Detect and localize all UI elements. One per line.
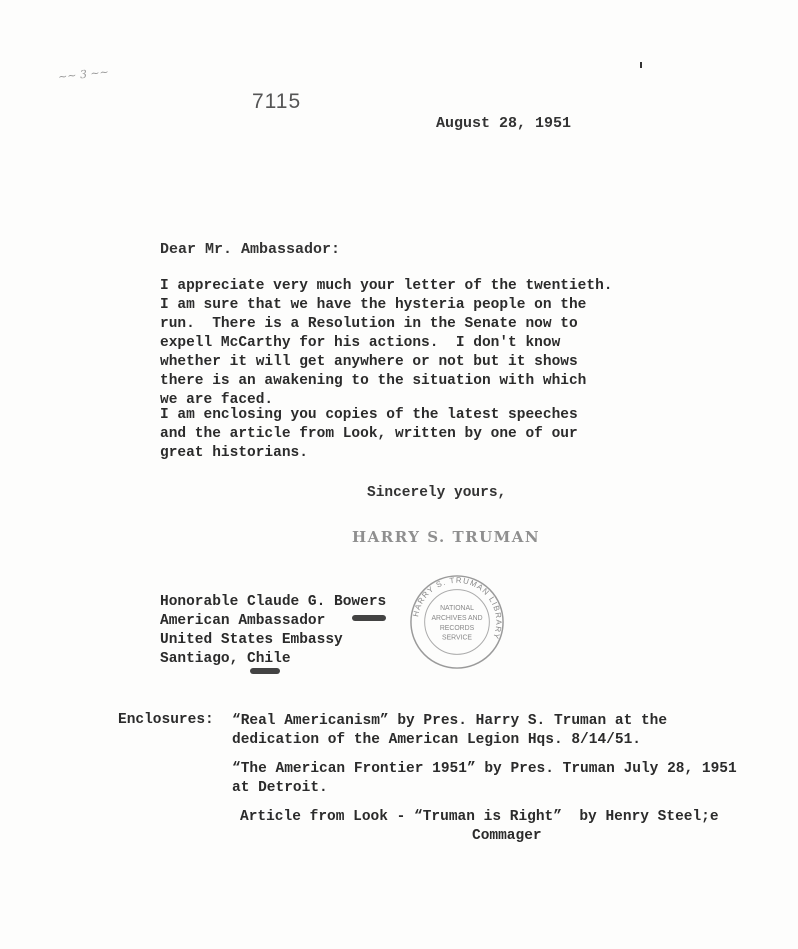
body-paragraph-1 [160,277,613,410]
text-line: I appreciate very much your letter of the twentieth. [160,278,613,294]
salutation: Dear Mr. Ambassador: [160,241,341,258]
enclosure-item [232,712,667,750]
stamp-line: SERVICE [442,634,472,642]
closing: Sincerely yours, [367,485,507,501]
enclosure-line: “The American Frontier 1951” by Pres. Truman July 28, 1951 [232,761,737,777]
text-line: I am sure that we have the hysteria people on the [160,297,587,313]
text-line: whether it will get anywhere or not but it shows [160,354,578,370]
document-number: 7115 [252,90,302,113]
enclosure-line: at Detroit. [232,780,328,796]
addressee-line: Santiago, Chile [160,651,291,667]
stamp-line: RECORDS [439,624,475,632]
text-line: I am enclosing you copies of the latest speeches [160,407,578,423]
addressee-line: American Ambassador [160,613,326,629]
body-paragraph-2 [160,406,600,463]
stamp-line: ARCHIVES AND [431,615,483,623]
addressee-line: Honorable Claude G. Bowers [160,594,387,610]
enclosure-item [240,808,719,846]
ink-mark [640,62,642,68]
addressee-block [160,593,386,669]
text-line: there is an awakening to the situation with which [160,373,587,389]
ink-smudge [250,668,280,674]
enclosure-line: “Real Americanism” by Pres. Harry S. Truman at the [232,713,668,729]
handwritten-note: ~~ 3 ~~ [57,65,110,84]
enclosure-line: Article from Look - “Truman is Right” by Henry Steel;e [240,809,719,825]
stamp-outer-text: HARRY S. TRUMAN LIBRARY [411,575,504,641]
enclosures-label: Enclosures: [118,712,214,728]
letter-date: August 28, 1951 [436,115,572,132]
archive-stamp [408,573,506,671]
stamp-line: NATIONAL [440,605,474,613]
ink-smudge [352,615,386,621]
text-line: expell McCarthy for his actions. I don't know [160,335,561,351]
text-line: great historians. [160,445,308,461]
text-line: run. There is a Resolution in the Senate now to [160,316,578,332]
enclosure-line: Commager [472,828,542,844]
enclosure-item [232,760,737,798]
signature-block: HARRY S. TRUMAN [352,528,541,546]
addressee-line: United States Embassy [160,632,343,648]
enclosure-line: dedication of the American Legion Hqs. 8/14/51. [232,732,641,748]
text-line: we are faced. [160,392,274,408]
text-line: and the article from Look, written by one of our [160,426,578,442]
